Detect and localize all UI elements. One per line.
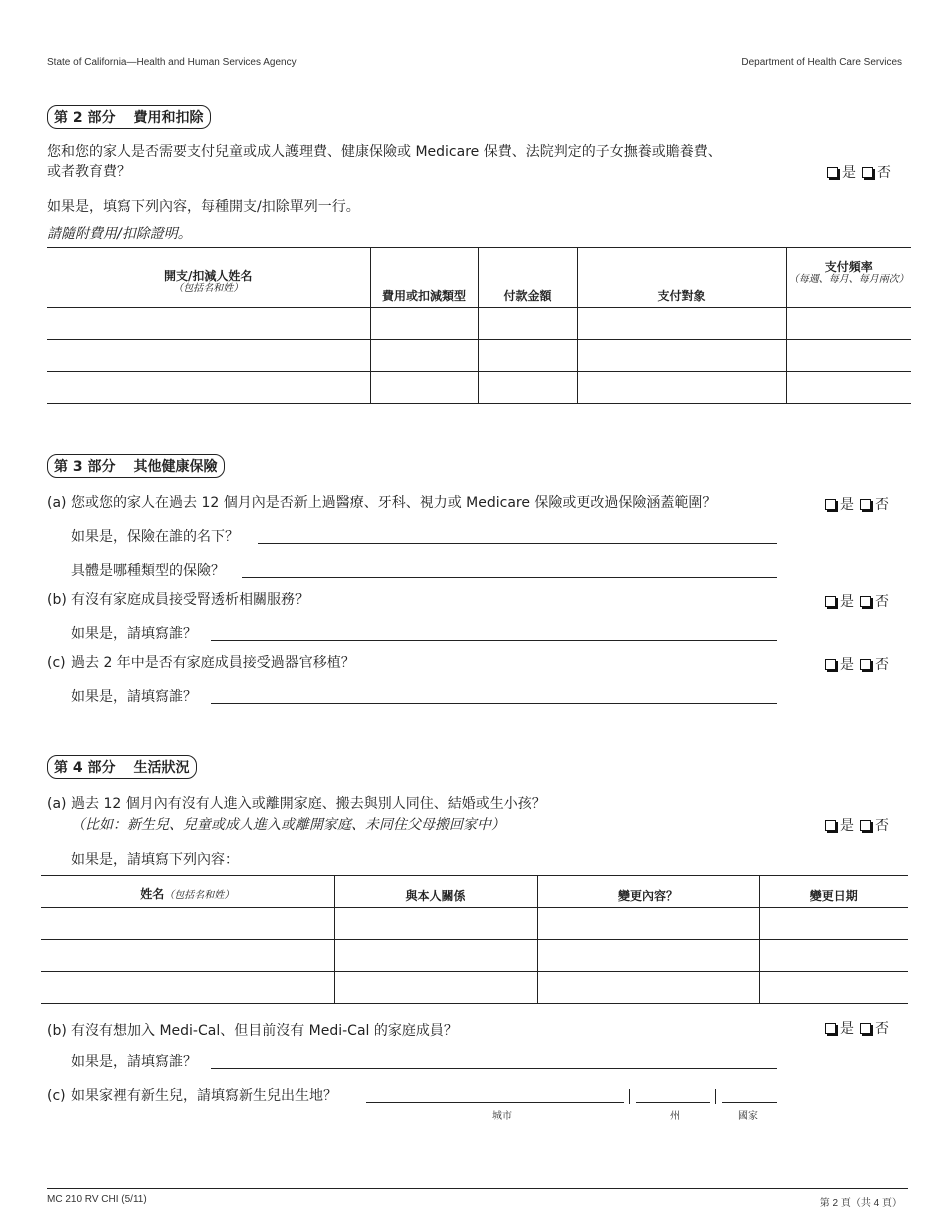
- part4-b-who-label: 如果是，請填寫誰？: [71, 1054, 197, 1070]
- cell-input[interactable]: [334, 940, 537, 972]
- cell-input[interactable]: [759, 908, 908, 940]
- part3-c-label: (c): [47, 655, 66, 671]
- part4-a-label: (a): [47, 796, 67, 812]
- department-header: Department of Health Care Services: [741, 57, 902, 68]
- form-id: MC 210 RV CHI (5/11): [47, 1194, 147, 1205]
- part4-c-question: 如果家裡有新生兒，請填寫新生兒出生地？: [71, 1088, 337, 1104]
- field-separator: [629, 1089, 630, 1104]
- part3-c-who-field[interactable]: [211, 703, 777, 704]
- cell-input[interactable]: [478, 308, 577, 340]
- cell-input[interactable]: [478, 340, 577, 372]
- cell-input[interactable]: [577, 372, 786, 404]
- col-change-date: 變更日期: [759, 876, 908, 908]
- part3-c-who-label: 如果是，請填寫誰？: [71, 689, 197, 705]
- part3-a-whose-field[interactable]: [258, 543, 777, 544]
- part4-a-yes-checkbox[interactable]: [825, 820, 836, 831]
- cell-input[interactable]: [47, 340, 370, 372]
- part3-a-whose-label: 如果是，保險在誰的名下？: [71, 529, 239, 545]
- birthplace-state-field[interactable]: [636, 1102, 710, 1103]
- yes-label: 是: [842, 165, 856, 181]
- yes-label: 是: [840, 818, 854, 834]
- table-row: [41, 940, 908, 972]
- col-payer-name: 開支/扣減人姓名 （包括名和姓）: [47, 248, 370, 308]
- expenses-table-header: [47, 248, 911, 308]
- no-label: 否: [877, 165, 891, 181]
- part4-a-instruction: 如果是，請填寫下列內容：: [71, 852, 239, 868]
- part3-a-yes-no: [825, 494, 889, 514]
- yes-label: 是: [840, 1021, 854, 1037]
- part4-b-label: (b): [47, 1023, 67, 1039]
- expenses-table: [47, 247, 911, 404]
- part3-b-label: (b): [47, 592, 67, 608]
- part3-b-who-label: 如果是，請填寫誰？: [71, 626, 197, 642]
- cell-input[interactable]: [577, 308, 786, 340]
- part3-c-question: 過去 2 年中是否有家庭成員接受過器官移植？: [71, 655, 355, 671]
- part3-number: 第 3 部分: [54, 459, 116, 475]
- cell-input[interactable]: [47, 372, 370, 404]
- cell-input[interactable]: [759, 972, 908, 1004]
- part2-yes-checkbox[interactable]: [827, 167, 838, 178]
- cell-input[interactable]: [786, 340, 911, 372]
- part2-no-checkbox[interactable]: [862, 167, 873, 178]
- part3-b-no-checkbox[interactable]: [860, 596, 871, 607]
- agency-header: State of California—Health and Human Services Agency: [47, 57, 297, 68]
- part2-number: 第 2 部分: [54, 110, 116, 126]
- cell-input[interactable]: [786, 372, 911, 404]
- cell-input[interactable]: [577, 340, 786, 372]
- part4-b-yes-checkbox[interactable]: [825, 1023, 836, 1034]
- footer-rule: [47, 1188, 908, 1189]
- part3-heading: [47, 454, 225, 478]
- part2-question: [47, 142, 722, 182]
- cell-input[interactable]: [370, 372, 478, 404]
- part2-title: 費用和扣除: [133, 110, 204, 126]
- part4-a-question: 過去 12 個月內有沒有人進入或離開家庭、搬去與別人同住、結婚或生小孩？: [71, 796, 546, 812]
- part4-heading: [47, 755, 197, 779]
- yes-label: 是: [840, 657, 854, 673]
- cell-input[interactable]: [334, 972, 537, 1004]
- cell-input[interactable]: [41, 908, 334, 940]
- part4-b-who-field[interactable]: [211, 1068, 777, 1069]
- cell-input[interactable]: [478, 372, 577, 404]
- part2-question-line1: 您和您的家人是否需要支付兒童或成人護理費、健康保險或 Medicare 保費、法院判定的子女撫養或贍養費、: [47, 144, 722, 160]
- part4-number: 第 4 部分: [54, 760, 116, 776]
- col-frequency: 支付頻率 （每週、每月、每月兩次）: [786, 248, 911, 308]
- part3-c-no-checkbox[interactable]: [860, 659, 871, 670]
- table-row: [41, 908, 908, 940]
- col-payee: 支付對象: [577, 248, 786, 308]
- cell-input[interactable]: [334, 908, 537, 940]
- city-caption: 城市: [492, 1111, 512, 1122]
- part2-proof-note: 請隨附費用/扣除證明。: [47, 226, 192, 242]
- part3-c-yes-no: [825, 654, 889, 674]
- cell-input[interactable]: [41, 972, 334, 1004]
- no-label: 否: [875, 594, 889, 610]
- part4-a-yes-no: [825, 815, 889, 835]
- no-label: 否: [875, 818, 889, 834]
- part4-a-no-checkbox[interactable]: [860, 820, 871, 831]
- part3-b-question: 有沒有家庭成員接受腎透析相關服務？: [71, 592, 309, 608]
- cell-input[interactable]: [41, 940, 334, 972]
- col-name: 姓名（包括名和姓）: [41, 876, 334, 908]
- household-changes-table: [41, 875, 908, 1004]
- table-row: [47, 308, 911, 340]
- cell-input[interactable]: [786, 308, 911, 340]
- country-caption: 國家: [738, 1111, 758, 1122]
- field-separator: [715, 1089, 716, 1104]
- table-row: [47, 372, 911, 404]
- part4-title: 生活狀況: [133, 760, 190, 776]
- part3-a-question: 您或您的家人在過去 12 個月內是否新上過醫療、牙科、視力或 Medicare 保險或更改過保險涵蓋範圍？: [71, 495, 717, 511]
- cell-input[interactable]: [537, 940, 759, 972]
- part3-b-who-field[interactable]: [211, 640, 777, 641]
- state-caption: 州: [670, 1111, 680, 1122]
- part4-b-question: 有沒有想加入 Medi-Cal、但目前沒有 Medi-Cal 的家庭成員？: [71, 1023, 458, 1039]
- part4-c-label: (c): [47, 1088, 66, 1104]
- part2-question-line2: 或者教育費？: [47, 164, 131, 180]
- part4-b-yes-no: [825, 1018, 889, 1038]
- col-amount: 付款金額: [478, 248, 577, 308]
- col-change: 變更內容？: [537, 876, 759, 908]
- part2-heading: [47, 105, 211, 129]
- part3-b-yes-checkbox[interactable]: [825, 596, 836, 607]
- part4-a-example: （比如：新生兒、兒童或成人進入或離開家庭、未同住父母搬回家中）: [71, 817, 505, 833]
- part3-title: 其他健康保險: [133, 459, 218, 475]
- part3-c-yes-checkbox[interactable]: [825, 659, 836, 670]
- cell-input[interactable]: [47, 308, 370, 340]
- part4-b-no-checkbox[interactable]: [860, 1023, 871, 1034]
- cell-input[interactable]: [537, 972, 759, 1004]
- part3-a-type-field[interactable]: [242, 577, 777, 578]
- yes-label: 是: [840, 594, 854, 610]
- part3-a-label: (a): [47, 495, 67, 511]
- cell-input[interactable]: [759, 940, 908, 972]
- birthplace-country-field[interactable]: [722, 1102, 777, 1103]
- table-row: [41, 972, 908, 1004]
- yes-label: 是: [840, 497, 854, 513]
- birthplace-city-field[interactable]: [366, 1102, 624, 1103]
- cell-input[interactable]: [370, 340, 478, 372]
- no-label: 否: [875, 497, 889, 513]
- part3-a-no-checkbox[interactable]: [860, 499, 871, 510]
- col-expense-type: 費用或扣減類型: [370, 248, 478, 308]
- part3-a-yes-checkbox[interactable]: [825, 499, 836, 510]
- part2-instruction: 如果是，填寫下列內容，每種開支/扣除單列一行。: [47, 199, 360, 215]
- part2-yes-no: [827, 162, 891, 182]
- cell-input[interactable]: [370, 308, 478, 340]
- cell-input[interactable]: [537, 908, 759, 940]
- no-label: 否: [875, 657, 889, 673]
- page-number: 第 2 頁（共 4 頁）: [819, 1198, 902, 1209]
- part3-b-yes-no: [825, 591, 889, 611]
- col-relationship: 與本人關係: [334, 876, 537, 908]
- household-table-header: [41, 876, 908, 908]
- no-label: 否: [875, 1021, 889, 1037]
- table-row: [47, 340, 911, 372]
- part3-a-type-label: 具體是哪種類型的保險？: [71, 563, 225, 579]
